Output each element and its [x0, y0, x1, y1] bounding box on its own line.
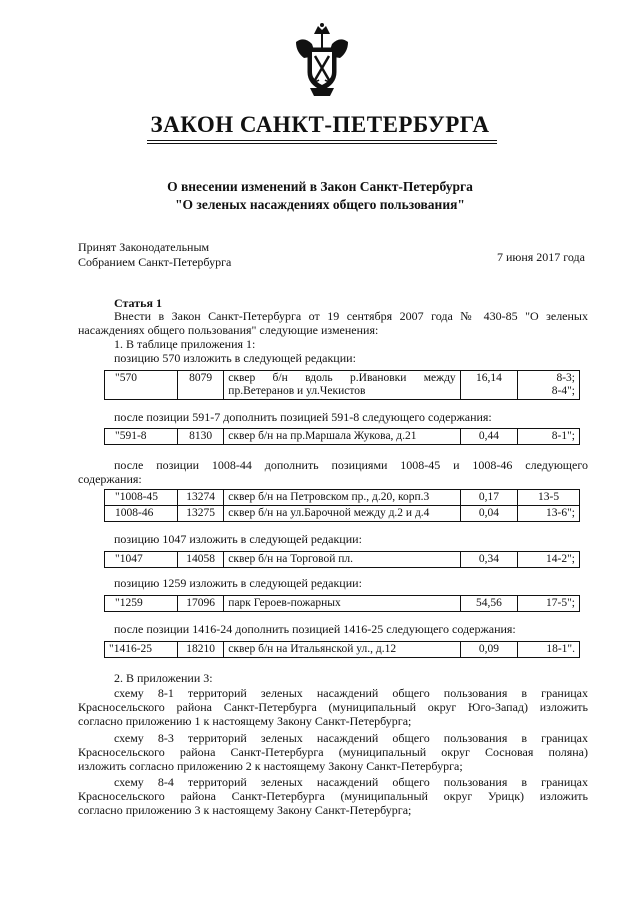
- scheme-8-4-line1: схему 8-4 территорий зеленых насаждений общего пользования в границах: [114, 775, 588, 789]
- law-subtitle: О внесении изменений в Закон Санкт-Петербурга "О зеленых насаждениях общего пользования": [167, 179, 473, 212]
- scheme-8-3-line1: схему 8-3 территорий зеленых насаждений общего пользования в границах: [114, 731, 588, 745]
- paragraph-1008-line2: содержания:: [78, 472, 142, 486]
- table-row: "1047 14058 сквер б/н на Торговой пл. 0,34 14-2";: [105, 552, 580, 568]
- paragraph-591: после позиции 591-7 дополнить позицией 591-8 следующего содержания:: [114, 410, 492, 424]
- table-position-591-8: [104, 428, 580, 445]
- table-row: "591-8 8130 сквер б/н на пр.Маршала Жукова, д.21 0,44 8-1";: [105, 429, 580, 445]
- paragraph-570: позицию 570 изложить в следующей редакции:: [114, 351, 356, 365]
- item-2: 2. В приложении 3:: [114, 671, 213, 685]
- table-position-570: [104, 370, 580, 400]
- paragraph-1047: позицию 1047 изложить в следующей редакции:: [114, 532, 362, 546]
- table-row: "1416-25 18210 сквер б/н на Итальянской ул., д.12 0,09 18-1".: [105, 642, 580, 658]
- article-heading: Статья 1: [114, 296, 162, 310]
- scheme-8-3-line3: изложить согласно приложению 2 к настоящему Закону Санкт-Петербурга;: [78, 759, 463, 773]
- adopted-by: Принят Законодательным Собранием Санкт-Петербурга: [78, 240, 232, 269]
- paragraph-1259: позицию 1259 изложить в следующей редакции:: [114, 576, 362, 590]
- scheme-8-4-line2: Красносельского района Санкт-Петербурга (муниципальный округ Урицк) изложить: [78, 789, 588, 803]
- scheme-8-4-line3: согласно приложению 3 к настоящему Закону Санкт-Петербурга;: [78, 803, 412, 817]
- scheme-8-1-line3: согласно приложению 1 к настоящему Закону Санкт-Петербурга;: [78, 714, 412, 728]
- paragraph-1008-line1: после позиции 1008-44 дополнить позициями 1008-45 и 1008-46 следующего: [114, 458, 588, 472]
- table-row: 1008-46 13275 сквер б/н на ул.Барочной между д.2 и д.4 0,04 13-6";: [105, 506, 580, 522]
- table-positions-1008: [104, 489, 580, 522]
- table-position-1416-25: [104, 641, 580, 658]
- item-1: 1. В таблице приложения 1:: [114, 337, 256, 351]
- table-row: "1259 17096 парк Героев-пожарных 54,56 17-5";: [105, 596, 580, 612]
- scheme-8-3-line2: Красносельского района Санкт-Петербурга (муниципальный округ Сосновая поляна): [78, 745, 588, 759]
- document-title: ЗАКОН САНКТ-ПЕТЕРБУРГА: [150, 112, 490, 137]
- adoption-date: 7 июня 2017 года: [496, 250, 585, 264]
- article-intro-line1: Внести в Закон Санкт-Петербурга от 19 сентября 2007 года № 430-85 "О зеленых: [114, 309, 588, 323]
- coat-of-arms-icon: [290, 22, 354, 100]
- title-underline-double: [147, 143, 497, 144]
- scheme-8-1-line1: схему 8-1 территорий зеленых насаждений общего пользования в границах: [114, 686, 588, 700]
- table-position-1259: [104, 595, 580, 612]
- title-underline: [147, 140, 497, 141]
- scheme-8-1-line2: Красносельского района Санкт-Петербурга (муниципальный округ Юго-Запад) изложить: [78, 700, 588, 714]
- table-row: "570 8079 сквер б/н вдоль р.Ивановки между пр.Ветеранов и ул.Чекистов 16,14 8-3; 8-4";: [105, 371, 580, 400]
- table-row: "1008-45 13274 сквер б/н на Петровском пр., д.20, корп.3 0,17 13-5: [105, 490, 580, 506]
- table-position-1047: [104, 551, 580, 568]
- article-intro-line2: насаждениях общего пользования" следующие изменения:: [78, 323, 379, 337]
- paragraph-1416: после позиции 1416-24 дополнить позицией 1416-25 следующего содержания:: [114, 622, 516, 636]
